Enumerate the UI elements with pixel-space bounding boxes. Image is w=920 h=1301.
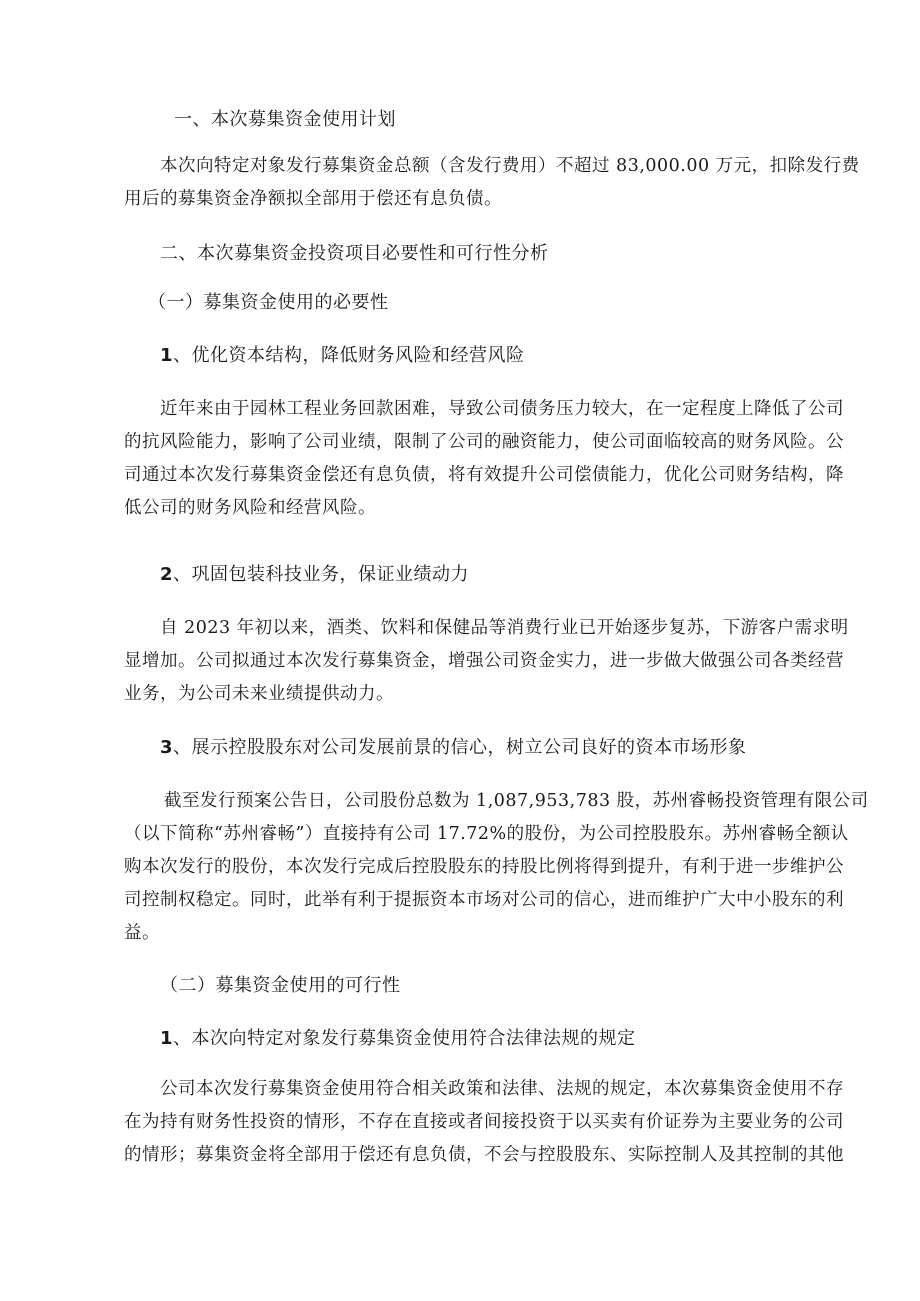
section-1-title [160,106,396,134]
paragraph-line: 近年来由于园林工程业务回款困难，导致公司债务压力较大，在一定程度上降低了公司 [160,399,844,419]
item-title-text: 、优化资本结构，降低财务风险和经营风险 [173,345,525,366]
sub2-item-1-paragraph [124,1073,844,1172]
subsection-1-title [148,289,389,317]
item-title-text: 、巩固包装科技业务，保证业绩动力 [173,564,470,585]
item-2-title [160,561,469,589]
paragraph-line: 益。 [124,923,160,943]
item-number: 3 [160,737,174,758]
item-3-paragraph [124,785,869,950]
paragraph-line: 用后的募集资金净额拟全部用于偿还有息负债。 [124,189,502,209]
paragraph-line: 在为持有财务性投资的情形，不存在直接或者间接投资于以买卖有价证券为主要业务的公司 [124,1112,844,1132]
item-title-text: 、展示控股股东对公司发展前景的信心，树立公司良好的资本市场形象 [173,737,747,758]
paragraph-line: 司通过本次发行募集资金偿还有息负债，将有效提升公司偿债能力，优化公司财务结构，降 [124,465,844,485]
paragraph-line: 截至发行预案公告日，公司股份总数为 1,087,953,783 股，苏州睿畅投资管理有限公司 [164,791,869,811]
item-number: 2 [160,564,174,585]
paragraph-line: 司控制权稳定。同时，此举有利于提振资本市场对公司的信心，进而维护广大中小股东的利 [124,890,844,910]
item-2-paragraph [124,612,849,711]
paragraph-line: 的抗风险能力，影响了公司业绩，限制了公司的融资能力，使公司面临较高的财务风险。公 [124,432,844,452]
paragraph-line: 自 2023 年初以来，酒类、饮料和保健品等消费行业已开始逐步复苏，下游客户需求明 [160,618,849,638]
item-3-title [160,734,747,762]
paragraph-line: 低公司的财务风险和经营风险。 [124,498,376,518]
paragraph-line: 本次向特定对象发行募集资金总额（含发行费用）不超过 83,000.00 万元，扣除发行费 [160,156,860,176]
item-1-paragraph [124,393,844,525]
item-number: 1 [160,1028,174,1049]
item-number: 1 [160,345,174,366]
heading-text: 一、本次募集资金使用计划 [174,109,396,130]
paragraph-line: 公司本次发行募集资金使用符合相关政策和法律、法规的规定，本次募集资金使用不存 [160,1079,844,1099]
paragraph-line: 显增加。公司拟通过本次发行募集资金，增强公司资金实力，进一步做大做强公司各类经营 [124,651,844,671]
heading-text: （二）募集资金使用的可行性 [160,975,401,996]
paragraph-line: 的情形；募集资金将全部用于偿还有息负债，不会与控股股东、实际控制人及其控制的其他 [124,1145,844,1165]
sub2-item-1-title [160,1025,636,1053]
subsection-2-title [160,972,401,1000]
paragraph-line: 业务，为公司未来业绩提供动力。 [124,684,394,704]
paragraph-line: 购本次发行的股份，本次发行完成后控股股东的持股比例将得到提升，有利于进一步维护公 [124,857,844,877]
paragraph-line: （以下简称“苏州睿畅”）直接持有公司 17.72%的股份，为公司控股股东。苏州睿畅全额认 [124,824,849,844]
heading-text: （一）募集资金使用的必要性 [148,292,389,313]
section-1-paragraph [124,150,860,216]
section-2-title [160,240,549,268]
heading-text: 二、本次募集资金投资项目必要性和可行性分析 [160,243,549,264]
item-title-text: 、本次向特定对象发行募集资金使用符合法律法规的规定 [173,1028,636,1049]
item-1-title [160,342,525,370]
